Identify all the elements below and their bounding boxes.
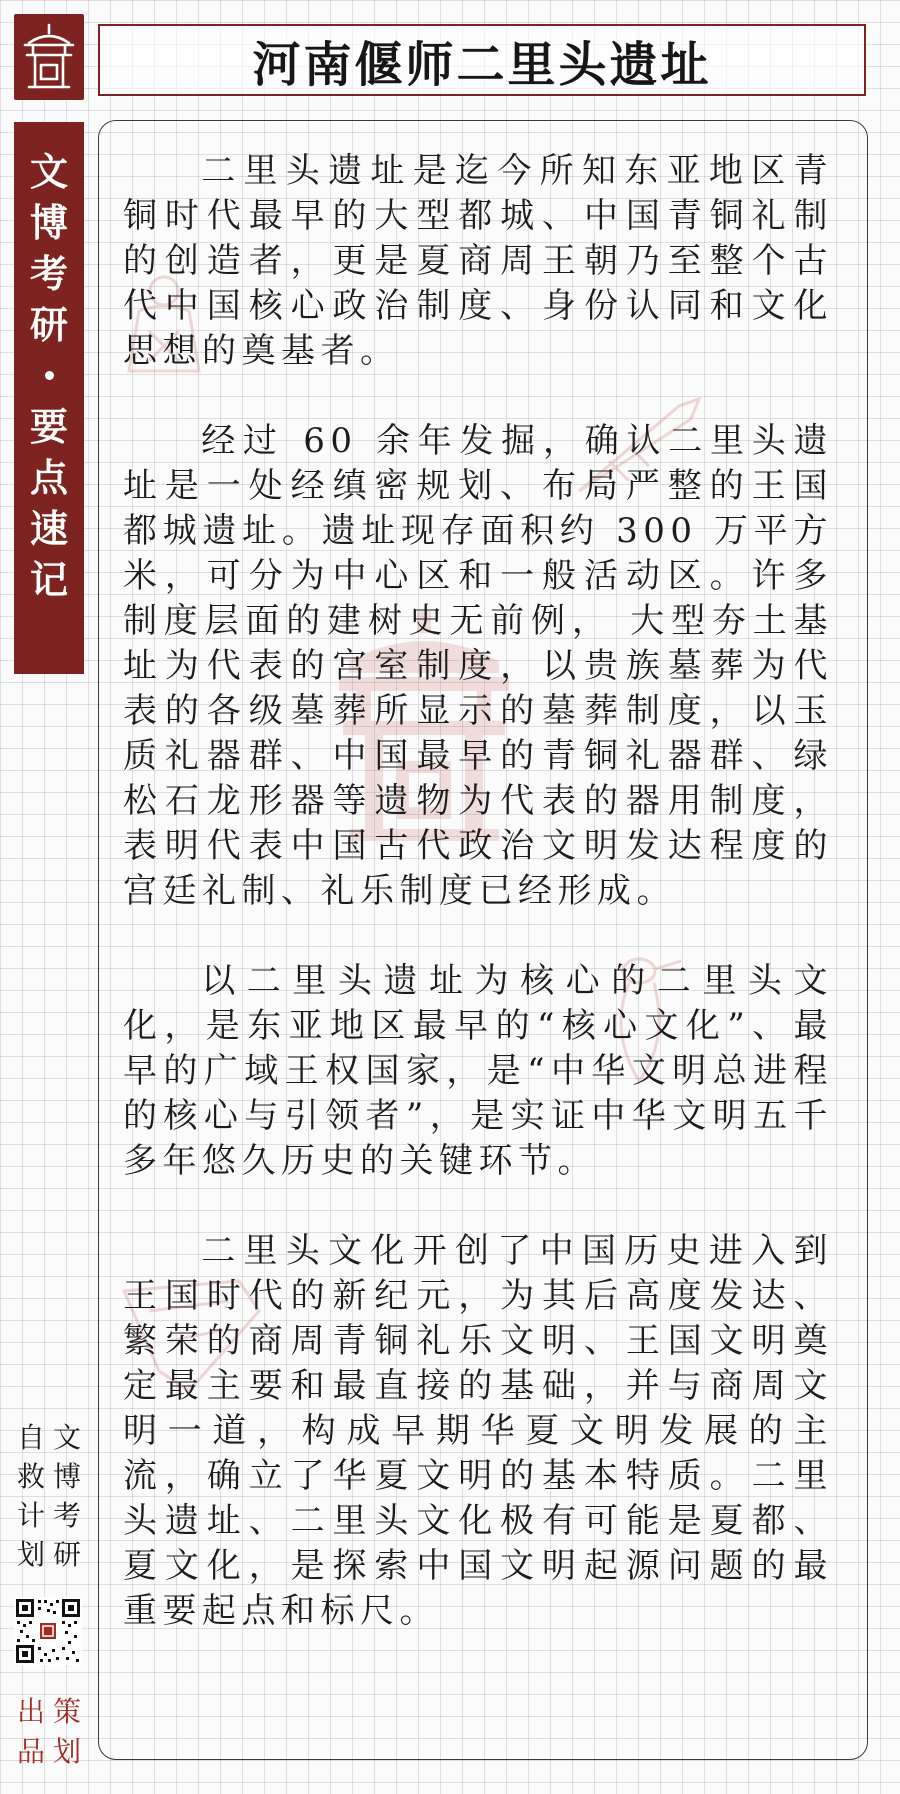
banner-char: 博	[29, 200, 68, 245]
credit-column	[50, 1418, 84, 1578]
title-bar	[98, 24, 866, 96]
separator-dot	[45, 371, 54, 380]
credit-char: 自	[16, 1421, 45, 1454]
credit-char: 计	[16, 1499, 45, 1532]
credit-column	[14, 1418, 48, 1578]
banner-char: 点	[29, 455, 68, 500]
brand-logo	[14, 14, 84, 100]
production-char: 出	[16, 1695, 45, 1728]
side-credit	[14, 1418, 84, 1578]
paragraph: 经过 60 余年发掘，确认二里头遗址是一处经缜密规划、布局严整的王国都城遗址。遗址现存面积约 300 万平方米，可分为中心区和一般活动区。许多制度层面的建树史无前例， 大型夯土基址为代表的宫室制度，以贵族墓葬为代表的各级墓葬所显示的墓葬制度，以玉质礼器群、中国最早的青铜礼器群、绿松石龙形器等遗物为代表的器用制度，表明代表中国古代政治文明发达程度的宫廷礼制、礼乐制度已经形成。	[123, 421, 833, 911]
credit-char: 救	[16, 1460, 45, 1493]
ancient-gate-seal-icon	[21, 21, 77, 93]
production-char: 划	[52, 1735, 81, 1768]
paragraph: 二里头文化开创了中国历史进入到王国时代的新纪元，为其后高度发达、繁荣的商周青铜礼乐文明、王国文明奠定最主要和最直接的基础，并与商周文明一道，构成早期华夏文明发展的主流，确立了华夏文明的基本特质。二里头遗址、二里头文化极有可能是夏都、夏文化，是探索中国文明起源问题的最重要起点和标尺。	[123, 1231, 833, 1631]
page-title: 河南偃师二里头遗址	[252, 36, 712, 93]
credit-char: 考	[52, 1499, 81, 1532]
credit-char: 文	[52, 1421, 81, 1454]
credit-char: 划	[16, 1538, 45, 1571]
article-body	[99, 121, 867, 1634]
production-char: 品	[16, 1735, 45, 1768]
banner-char: 记	[29, 557, 68, 602]
production-column	[50, 1692, 84, 1778]
side-banner	[14, 122, 84, 674]
side-production	[14, 1692, 84, 1778]
banner-char: 研	[29, 302, 68, 347]
banner-char: 速	[29, 506, 68, 551]
banner-char: 文	[29, 149, 68, 194]
banner-char: 要	[29, 404, 68, 449]
paragraph: 二里头遗址是迄今所知东亚地区青铜时代最早的大型都城、中国青铜礼制的创造者，更是夏商周王朝乃至整个古代中国核心政治制度、身份认同和文化思想的奠基者。	[123, 151, 833, 371]
credit-char: 研	[52, 1538, 81, 1571]
banner-char: 考	[29, 251, 68, 296]
qr-code[interactable]	[14, 1597, 82, 1665]
production-column	[14, 1692, 48, 1778]
paragraph: 以二里头遗址为核心的二里头文化，是东亚地区最早的“核心文化”、最早的广域王权国家，是“中华文明总进程的核心与引领者”，是实证中华文明五千多年悠久历史的关键环节。	[123, 961, 833, 1181]
credit-char: 博	[52, 1460, 81, 1493]
content-panel	[98, 120, 868, 1760]
production-char: 策	[52, 1695, 81, 1728]
